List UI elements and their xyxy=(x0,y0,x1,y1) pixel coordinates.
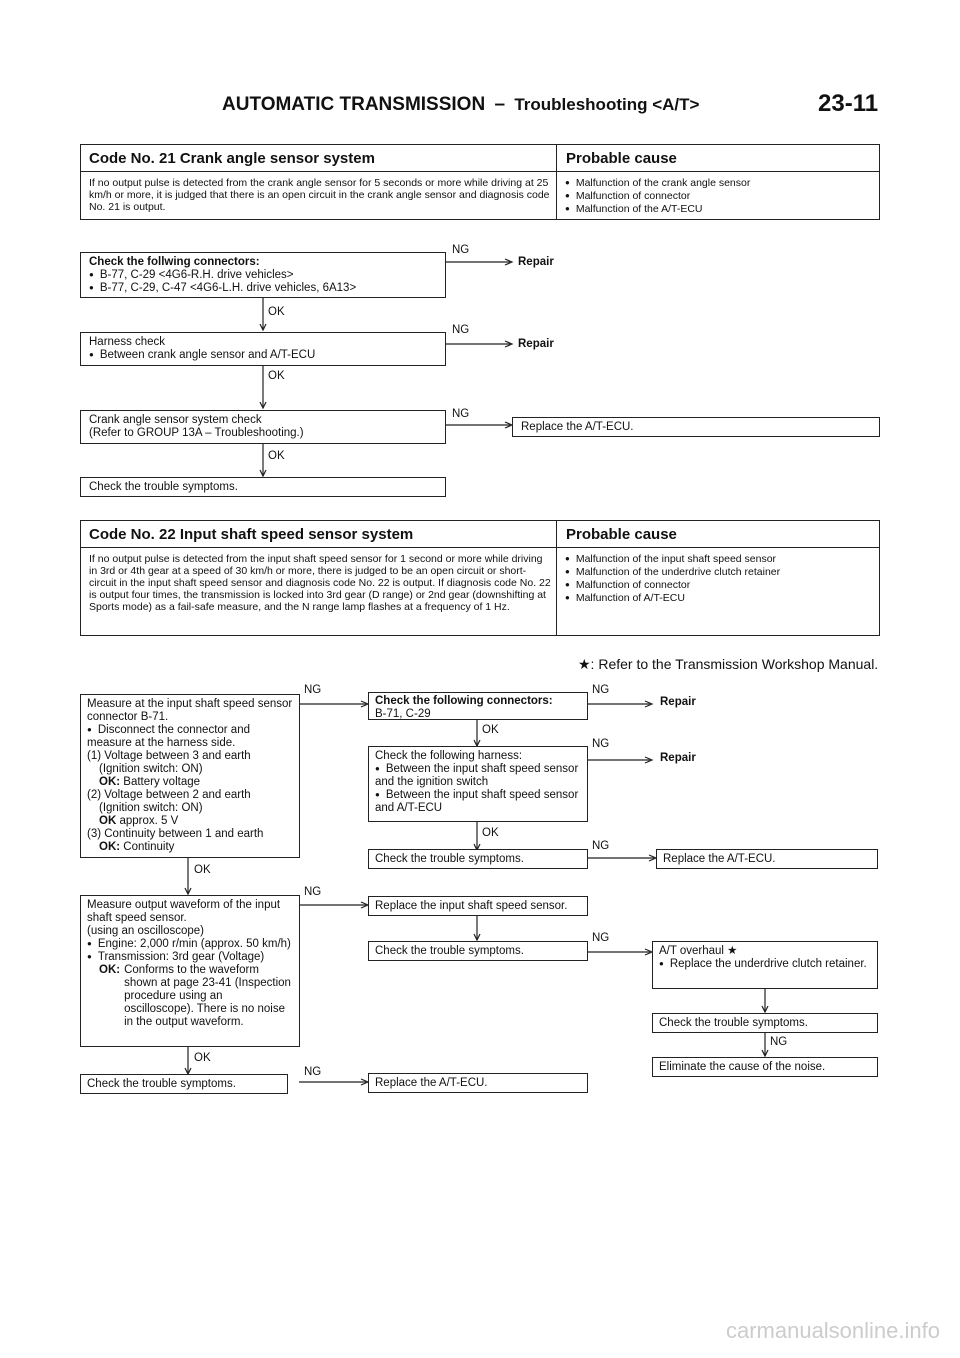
ng-label: NG xyxy=(592,684,610,696)
list-item: ● Replace the underdrive clutch retainer. xyxy=(659,958,871,971)
code21-harness-check xyxy=(80,332,446,366)
list-item: ● Malfunction of connector xyxy=(565,579,780,592)
code21-check-symptoms xyxy=(80,477,446,497)
code22-check-symptoms-left xyxy=(80,1074,288,1094)
repair-label: Repair xyxy=(660,752,696,764)
code22-replace-ecu-1 xyxy=(656,849,878,869)
list-item: ● Malfunction of the A/T-ECU xyxy=(565,203,750,216)
ok-key: OK: xyxy=(99,776,121,788)
ok-label: OK xyxy=(194,864,211,876)
box-title: A/T overhaul ★ xyxy=(659,945,738,957)
ok-label: OK xyxy=(194,1052,211,1064)
code21-description: If no output pulse is detected from the crank angle sensor for 5 seconds or more while driving at 25 km/h or more, it is judged that there is an open circuit in the crank angle sensor and diagnosis code No. 21 is output. xyxy=(89,177,550,213)
ng-label: NG xyxy=(592,840,610,852)
page-number: 23-11 xyxy=(818,90,879,117)
box-title: Check the following connectors: xyxy=(375,695,553,707)
ok-value: Continuity xyxy=(123,841,175,853)
box-text: Replace the input shaft speed sensor. xyxy=(375,900,568,912)
ok-key: OK: xyxy=(99,841,121,853)
repair-label: Repair xyxy=(660,696,696,708)
box-text: Replace the A/T-ECU. xyxy=(663,853,776,865)
ng-label: NG xyxy=(304,1066,322,1078)
box-title: Check the following harness: xyxy=(375,750,523,762)
box-line: Crank angle sensor system check xyxy=(89,414,262,426)
list-item: ● Disconnect the connector and measure at the harness side. xyxy=(87,724,293,750)
code22-measure-box xyxy=(80,694,300,858)
code21-cause-title: Probable cause xyxy=(566,150,677,167)
box-title: Measure output waveform of the input shaft speed sensor. xyxy=(87,899,281,924)
ok-label: OK xyxy=(482,827,499,839)
title-sub: Troubleshooting <A/T> xyxy=(514,95,700,114)
ok-value: approx. 5 V xyxy=(119,815,179,827)
box-text: Check the trouble symptoms. xyxy=(375,853,524,865)
repair-label: Repair xyxy=(518,256,554,268)
code21-connector-check xyxy=(80,252,446,298)
list-item: ● B-77, C-29 <4G6-R.H. drive vehicles> xyxy=(89,269,437,282)
code21-sensor-check xyxy=(80,410,446,444)
list-item: ● Transmission: 3rd gear (Voltage) xyxy=(87,951,293,964)
box-text: Check the trouble symptoms. xyxy=(89,481,238,493)
code22-check-symptoms-mid2 xyxy=(368,941,588,961)
code22-harness-box xyxy=(368,746,588,822)
box-title: Check the follwing connectors: xyxy=(89,256,260,268)
ng-label: NG xyxy=(304,886,322,898)
ng-label: NG xyxy=(452,408,470,420)
title-main: AUTOMATIC TRANSMISSION xyxy=(222,94,486,115)
box-title: Harness check xyxy=(89,336,166,348)
list-item: ● Malfunction of the underdrive clutch retainer xyxy=(565,566,780,579)
list-item: ● Malfunction of connector xyxy=(565,190,750,203)
code22-check-symptoms-mid xyxy=(368,849,588,869)
repair-label: Repair xyxy=(518,338,554,350)
code22-connector-box xyxy=(368,692,588,720)
ok-label: OK xyxy=(268,306,285,318)
list-item: ● Between the input shaft speed sensor and A/T-ECU xyxy=(375,789,581,815)
watermark: carmanualsonline.info xyxy=(725,1318,940,1343)
box-text: Replace the A/T-ECU. xyxy=(521,421,634,433)
ng-label: NG xyxy=(592,738,610,750)
ok-value: Battery voltage xyxy=(123,776,201,788)
box-sub: (using an oscilloscope) xyxy=(87,925,204,937)
box-title: Measure at the input shaft speed sensor connector B-71. xyxy=(87,698,293,723)
box-text: Eliminate the cause of the noise. xyxy=(659,1061,826,1073)
measure-step: (1) Voltage between 3 and earth xyxy=(87,750,251,762)
box-text: Check the trouble symptoms. xyxy=(659,1017,808,1029)
list-item: ● Between crank angle sensor and A/T-ECU xyxy=(89,349,437,362)
code22-description: If no output pulse is detected from the input shaft speed sensor for 1 second or more while driving in 3rd or 4th gear at a speed of 30 km/h or more, there is judged to be an open circuit or short-circuit in the input shaft speed sensor and diagnosis code No. 22 is output. If diagnosis code No. 22 is output four times, the transmission is locked into 3rd gear (D range) or 2nd gear (downshifting at Sports mode) as a fail-safe measure, and the N range lamp flashes at a frequency of 1 Hz. xyxy=(89,553,551,613)
measure-step: (3) Continuity between 1 and earth xyxy=(87,828,264,840)
measure-step: (2) Voltage between 2 and earth xyxy=(87,789,251,801)
code22-replace-sensor xyxy=(368,896,588,916)
ng-label: NG xyxy=(770,1036,788,1048)
ng-label: NG xyxy=(592,932,610,944)
list-item: ● Malfunction of A/T-ECU xyxy=(565,592,780,605)
box-text: Check the trouble symptoms. xyxy=(375,945,524,957)
box-text: Check the trouble symptoms. xyxy=(87,1078,236,1090)
code22-cause-title: Probable cause xyxy=(566,526,677,543)
code21-title: Code No. 21 Crank angle sensor system xyxy=(89,150,375,167)
ok-key: OK: xyxy=(99,964,121,976)
code22-overhaul-box xyxy=(652,941,878,989)
list-item: ● Malfunction of the crank angle sensor xyxy=(565,177,750,190)
box-text: Replace the A/T-ECU. xyxy=(375,1077,488,1089)
ok-label: OK xyxy=(482,724,499,736)
ok-label: OK xyxy=(268,370,285,382)
list-item: ● Between the input shaft speed sensor and the ignition switch xyxy=(375,763,581,789)
code21-replace-ecu xyxy=(512,417,880,437)
measure-cond: (Ignition switch: ON) xyxy=(99,763,203,775)
ok-value: Conforms to the waveform shown at page 23-41 (Inspection procedure using an oscilloscope). There is no noise in the output waveform. xyxy=(124,964,291,1028)
code22-eliminate-noise xyxy=(652,1057,878,1077)
code22-title: Code No. 22 Input shaft speed sensor system xyxy=(89,526,414,543)
code22-waveform-box xyxy=(80,895,300,1047)
code22-table xyxy=(80,520,880,636)
ng-label: NG xyxy=(304,684,322,696)
ok-key: OK xyxy=(99,815,117,827)
box-value: B-71, C-29 xyxy=(375,708,431,720)
workshop-note: ★: Refer to the Transmission Workshop Manual. xyxy=(578,656,879,672)
ng-label: NG xyxy=(452,324,470,336)
code22-causes xyxy=(565,553,780,605)
code22-check-symptoms-right xyxy=(652,1013,878,1033)
title-sep: – xyxy=(494,94,506,115)
ok-label: OK xyxy=(268,450,285,462)
list-item: ● B-77, C-29, C-47 <4G6-L.H. drive vehicles, 6A13> xyxy=(89,282,437,295)
list-item: ● Engine: 2,000 r/min (approx. 50 km/h) xyxy=(87,938,293,951)
box-line: (Refer to GROUP 13A – Troubleshooting.) xyxy=(89,427,304,439)
list-item: ● Malfunction of the input shaft speed sensor xyxy=(565,553,780,566)
measure-cond: (Ignition switch: ON) xyxy=(99,802,203,814)
ng-label: NG xyxy=(452,244,470,256)
code22-replace-ecu-2 xyxy=(368,1073,588,1093)
